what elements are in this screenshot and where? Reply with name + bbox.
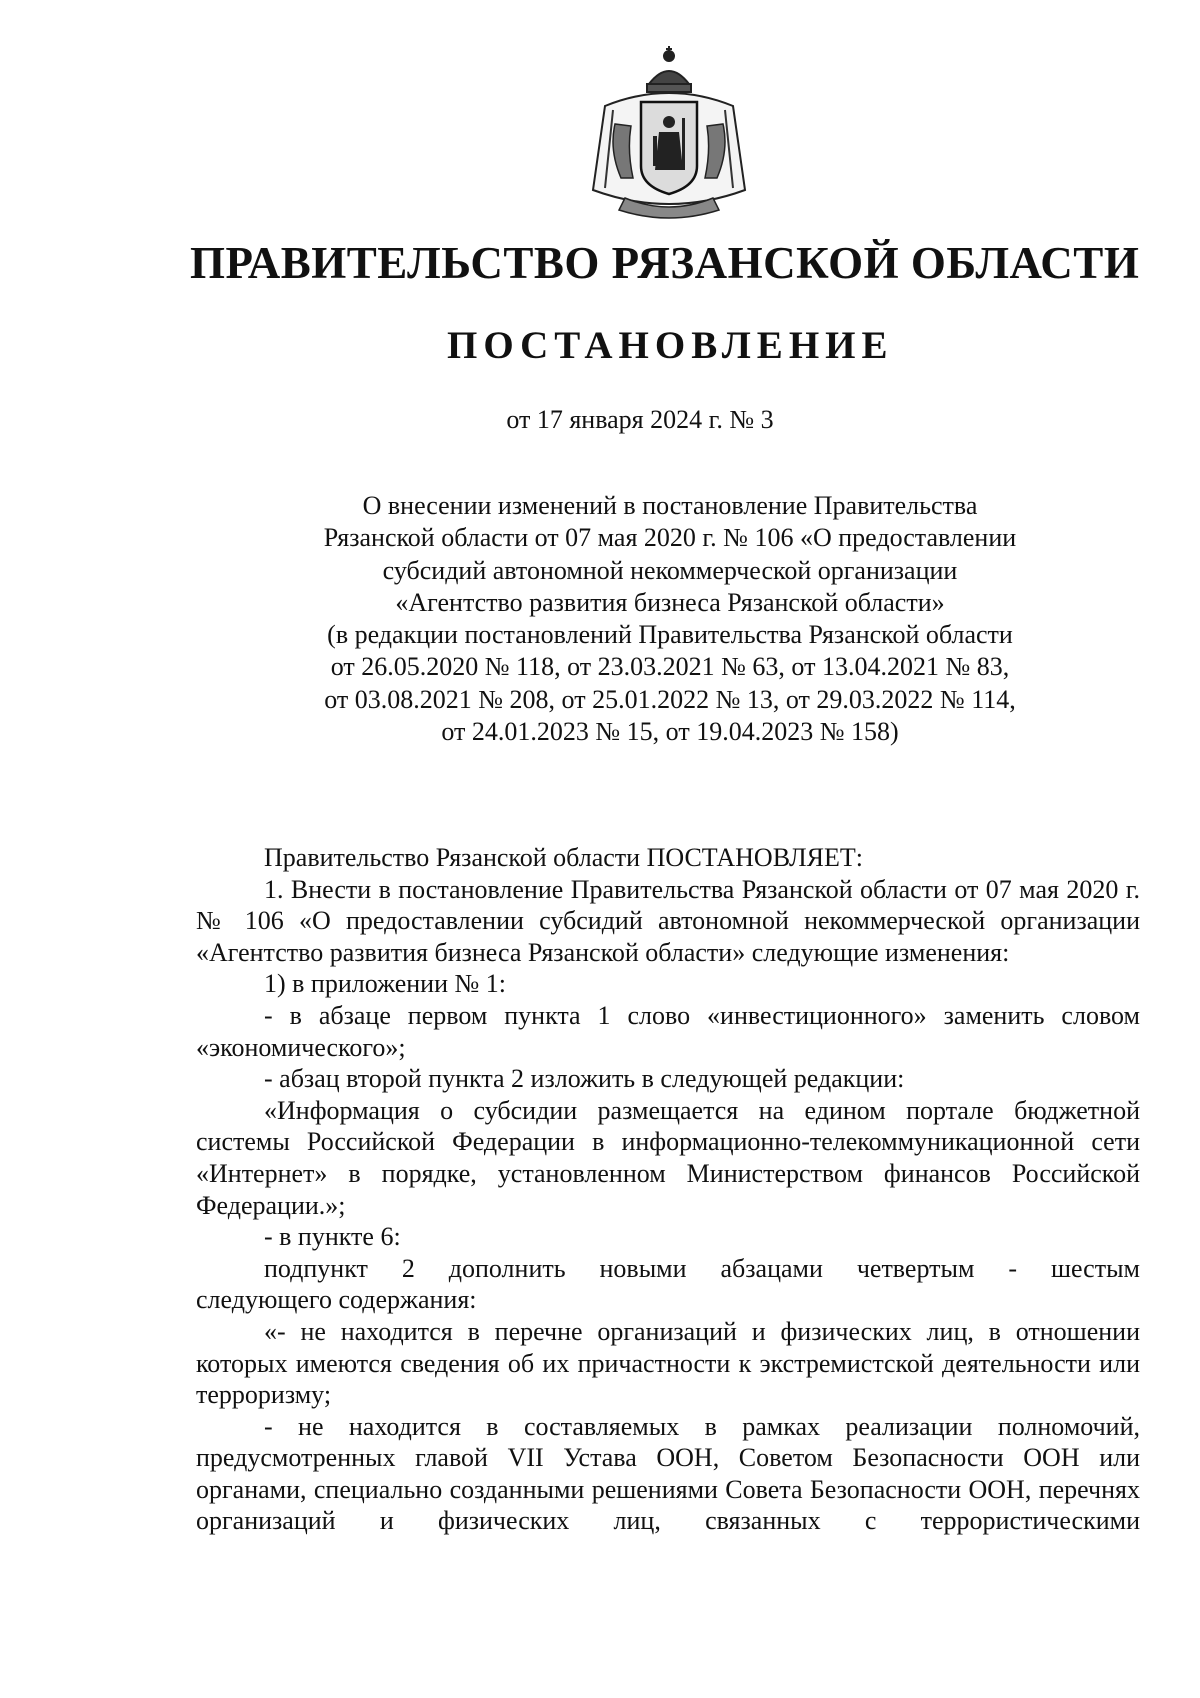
government-title: ПРАВИТЕЛЬСТВО РЯЗАНСКОЙ ОБЛАСТИ [190, 238, 1140, 288]
bullet-paragraph: - абзац второй пункта 2 изложить в следующей редакции: [264, 1064, 905, 1094]
quoted-paragraph: - не находится в составляемых в рамках реализации полномочий, предусмотренных главой VII Устава ООН, Советом Безопасности ООН или органами, специально созданными решениями Совета Безопасности ООН, перечнях организаций и физических лиц, связанных с террористическими [196, 1411, 1140, 1536]
subpoint-paragraph-line: подпункт 2 дополнить новыми абзацами четвертым - шестым [264, 1253, 1140, 1283]
subject-line: О внесении изменений в постановление Правительства [362, 491, 978, 520]
subject-line: от 26.05.2020 № 118, от 23.03.2021 № 63, от 13.04.2021 № 83, [330, 652, 1010, 682]
resolves-paragraph: Правительство Рязанской области ПОСТАНОВЛЯЕТ: [264, 843, 864, 872]
quoted-paragraph: «Информация о субсидии размещается на едином портале бюджетной системы Российской Федерации в информационно-телекоммуникационной сети «Интернет» в порядке, установленном Министерством финансов Российской Федерации.»; [196, 1095, 1140, 1220]
bullet-paragraph: - в пункте 6: [264, 1222, 401, 1252]
document-type-heading: ПОСТАНОВЛЕНИЕ [447, 324, 894, 367]
item-1-paragraph: 1. Внести в постановление Правительства Рязанской области от 07 мая 2020 г. № 106 «О предоставлении субсидий автономной некоммерческой организации «Агентство развития бизнеса Рязанской области» следующие изменения: [196, 874, 1140, 967]
subject-line: Рязанской области от 07 мая 2020 г. № 106 «О предоставлении [323, 523, 1017, 553]
coat-of-arms-icon [585, 40, 753, 226]
document-date-number: от 17 января 2024 г. № 3 [506, 405, 774, 434]
subject-line: (в редакции постановлений Правительства Рязанской области [327, 620, 1013, 650]
quoted-paragraph: «- не находится в перечне организаций и физических лиц, в отношении которых имеются сведения об их причастности к экстремистской деятельности или терроризму; [196, 1316, 1140, 1410]
subitem-1-paragraph: 1) в приложении № 1: [264, 969, 507, 999]
subject-line: «Агентство развития бизнеса Рязанской области» [395, 587, 945, 617]
document-subject [230, 490, 1110, 748]
subpoint-paragraph-line: следующего содержания: [196, 1285, 477, 1315]
bullet-paragraph: - в абзаце первом пункта 1 слово «инвестиционного» заменить словом «экономического»; [196, 1000, 1140, 1062]
subject-line: от 03.08.2021 № 208, от 25.01.2022 № 13, от 29.03.2022 № 114, [324, 684, 1016, 714]
subject-line: субсидий автономной некоммерческой организации [382, 555, 958, 585]
document-body [196, 842, 1140, 1537]
subject-line: от 24.01.2023 № 15, от 19.04.2023 № 158) [441, 717, 899, 747]
